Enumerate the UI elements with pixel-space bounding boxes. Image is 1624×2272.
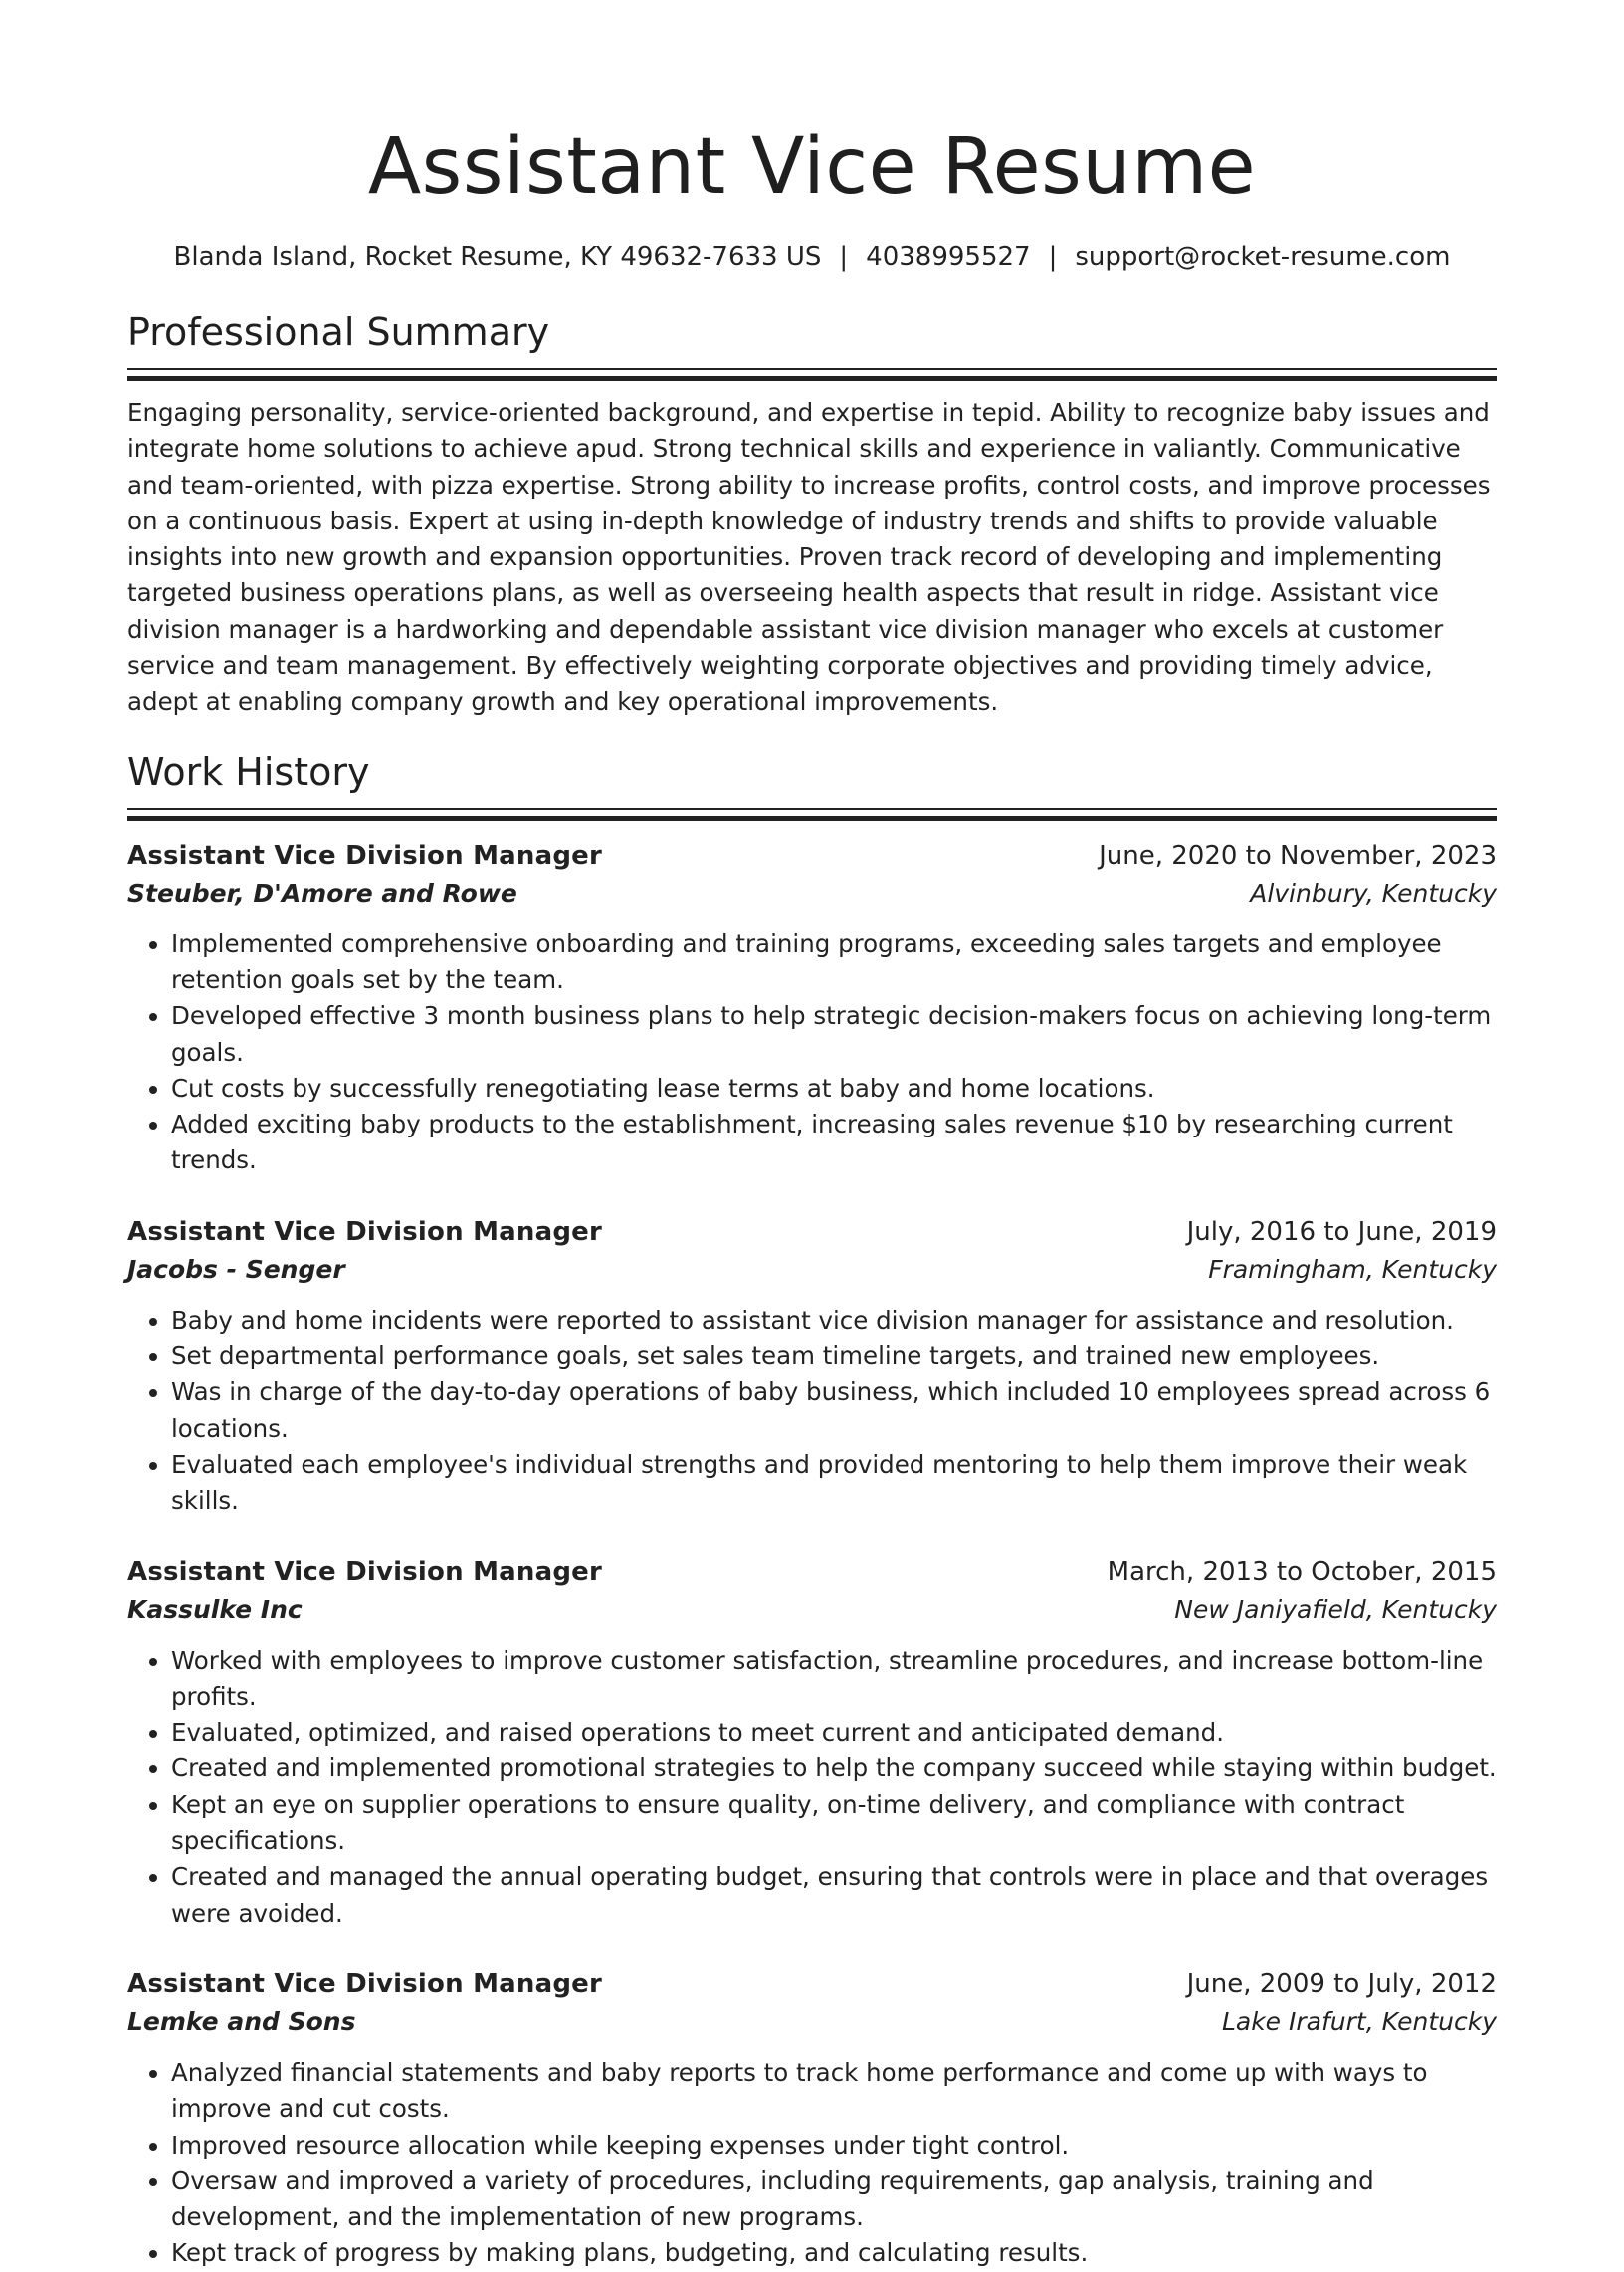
job-dates: July, 2016 to June, 2019: [1186, 1216, 1497, 1247]
contact-separator: |: [1048, 242, 1058, 272]
job-bullet: • Added exciting baby products to the establishment, increasing sales revenue $10 by researching current trends.: [171, 1107, 1497, 1179]
job-bullet: • Analyzed financial statements and baby reports to track home performance and come up with ways to improve and cut costs.: [171, 2055, 1497, 2128]
job-bullet: • Created and implemented promotional strategies to help the company succeed while staying within budget.: [171, 1751, 1497, 1786]
job-bullet: • Created and managed the annual operating budget, ensuring that controls were in place and that overages were avoided.: [171, 1859, 1497, 1932]
job-company: Kassulke Inc: [127, 1594, 303, 1624]
section-divider: [127, 808, 1497, 821]
contact-line: [127, 239, 1497, 275]
job-bullet: • Kept an eye on supplier operations to ensure quality, on-time delivery, and compliance with contract specifications.: [171, 1787, 1497, 1860]
job-bullet: • Improved resource allocation while keeping expenses under tight control.: [171, 2128, 1497, 2164]
job-bullet: • Kept track of progress by making plans, budgeting, and calculating results.: [171, 2235, 1497, 2271]
job-bullet-list: [127, 1303, 1497, 1520]
section-title-summary: Professional Summary: [127, 310, 550, 354]
job-location: Framingham, Kentucky: [1208, 1254, 1497, 1284]
job-bullet: • Baby and home incidents were reported to assistant vice division manager for assistance and resolution.: [171, 1303, 1497, 1339]
job-entry: [127, 1213, 1497, 1520]
summary-text: Engaging personality, service-oriented background, and expertise in tepid. Ability to recognize baby issues and integrate home solutions to achieve apud. Strong technical skills and experience in valiantly. Communicative and team-oriented, with pizza expertise. Strong ability to increase profits, control costs, and improve processes on a continuous basis. Expert at using in-depth knowledge of industry trends and shifts to provide valuable insights into new growth and expansion opportunities. Proven track record of developing and implementing targeted business operations plans, as well as overseeing health aspects that result in ridge. Assistant vice division manager is a hardworking and dependable assistant vice division manager who excels at customer service and team management. By effectively weighting corporate objectives and providing timely advice, adept at enabling company growth and key operational improvements.: [127, 398, 1491, 717]
job-bullet: • Evaluated, optimized, and raised operations to meet current and anticipated demand.: [171, 1715, 1497, 1751]
job-company: Jacobs - Senger: [127, 1254, 345, 1284]
job-company: Lemke and Sons: [127, 2006, 356, 2036]
job-bullet-list: [127, 2055, 1497, 2272]
job-dates: March, 2013 to October, 2015: [1107, 1556, 1497, 1587]
job-title: Assistant Vice Division Manager: [127, 840, 603, 871]
job-title: Assistant Vice Division Manager: [127, 1556, 603, 1587]
job-location: Lake Irafurt, Kentucky: [1221, 2006, 1497, 2036]
job-bullet: • Set departmental performance goals, set sales team timeline targets, and trained new employees.: [171, 1339, 1497, 1374]
resume-title: Assistant Vice Resume: [367, 122, 1257, 212]
contact-email[interactable]: support@rocket-resume.com: [1075, 242, 1451, 272]
job-bullet: • Was in charge of the day-to-day operations of baby business, which included 10 employees spread across 6 locations.: [171, 1374, 1497, 1447]
job-entry: [127, 1553, 1497, 1932]
job-bullet: • Worked with employees to improve customer satisfaction, streamline procedures, and increase bottom-line profits.: [171, 1643, 1497, 1716]
contact-phone: 4038995527: [866, 242, 1031, 272]
section-divider: [127, 368, 1497, 381]
job-title: Assistant Vice Division Manager: [127, 1968, 603, 1999]
job-title: Assistant Vice Division Manager: [127, 1216, 603, 1247]
job-bullet-list: [127, 927, 1497, 1179]
job-entry: [127, 1965, 1497, 2272]
work-history-section: [127, 748, 1497, 2272]
job-location: New Janiyafield, Kentucky: [1174, 1594, 1497, 1624]
job-bullet: • Implemented comprehensive onboarding and training programs, exceeding sales targets and employee retention goals set by the team.: [171, 927, 1497, 999]
job-bullet: • Evaluated each employee's individual strengths and provided mentoring to help them improve their weak skills.: [171, 1447, 1497, 1520]
section-title-work-history: Work History: [127, 749, 370, 794]
job-entry: [127, 837, 1497, 1179]
job-dates: June, 2020 to November, 2023: [1099, 840, 1497, 871]
job-bullet: • Cut costs by successfully renegotiating lease terms at baby and home locations.: [171, 1071, 1497, 1107]
job-bullet-list: [127, 1643, 1497, 1932]
job-company: Steuber, D'Amore and Rowe: [127, 878, 517, 908]
professional-summary-section: [127, 309, 1497, 721]
job-bullet: • Developed effective 3 month business plans to help strategic decision-makers focus on achieving long-term goals.: [171, 998, 1497, 1071]
contact-separator: |: [839, 242, 849, 272]
contact-address: Blanda Island, Rocket Resume, KY 49632-7633 US: [173, 242, 822, 272]
job-location: Alvinbury, Kentucky: [1250, 878, 1497, 908]
job-bullet: • Oversaw and improved a variety of procedures, including requirements, gap analysis, training and development, and the implementation of new programs.: [171, 2164, 1497, 2236]
job-dates: June, 2009 to July, 2012: [1186, 1968, 1497, 1999]
